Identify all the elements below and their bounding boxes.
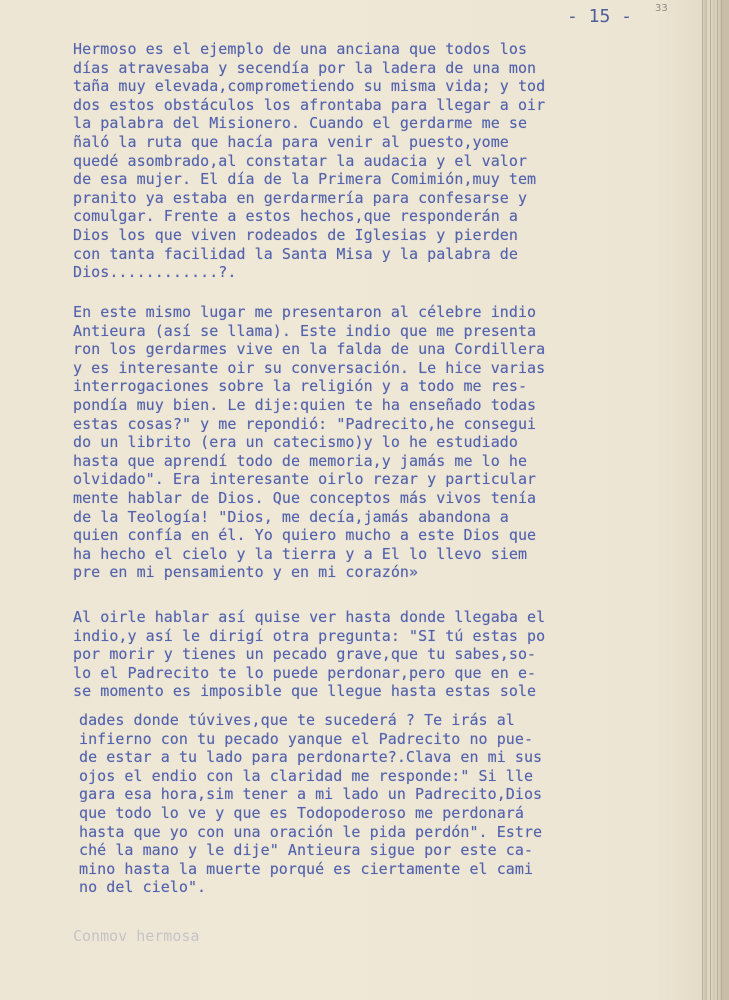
pencil-page-mark: 33 [655,3,668,14]
text-line: dos estos obstáculos los afrontaba para llegar a oir [73,95,546,114]
text-line: taña muy elevada,comprometiendo su misma vida; y tod [73,77,546,96]
text-line: hasta que yo con una oración le pida perdón". Estre [79,822,543,841]
text-line: interrogaciones sobre la religión y a todo me res- [73,377,528,396]
page-edge [721,0,729,1000]
page-number: - 15 - [567,6,633,27]
text-line: Antieura (así se llama). Este indio que me presenta [73,321,537,340]
paragraph-antieura [73,303,702,582]
text-line: Al oirle hablar así quise ver hasta donde llegaba el [73,608,546,626]
text-line: de estar a tu lado para perdonarte?.Clava en mi sus [79,748,543,767]
text-line: ron los gerdarmes vive en la falda de una Cordillera [73,340,546,359]
text-line: olvidado". Era interesante oirlo rezar y particular [73,470,537,489]
text-line: de esa mujer. El día de la Primera Comimión,muy tem [73,170,537,189]
text-line: que todo lo ve y que es Todopoderoso me perdonará [79,803,524,822]
text-line: quien confía en él. Yo quiero mucho a este Dios que [73,526,537,545]
text-line: ché la mano y le dije" Antieura sigue por este ca- [79,841,534,860]
text-line: se momento es imposible que llegue hasta estas sole [73,682,537,701]
text-line: gara esa hora,sim tener a mi lado un Padrecito,Dios [79,785,543,804]
text-line: mente hablar de Dios. Que conceptos más vivos tenía [73,488,537,507]
paragraph-respuesta [79,711,702,897]
text-line: ojos el endio con la claridad me responde:" Si lle [79,766,534,785]
text-line: Dios............?. [73,263,237,282]
page-edge [702,0,707,1000]
paragraph-anciana [73,40,702,282]
text-line: con tanta facilidad la Santa Misa y la palabra de [73,244,518,263]
text-line: Dios los que viven rodeados de Iglesias y pierden [73,225,518,244]
text-line: por morir y tienes un pecado grave,que tu sabes,so- [73,645,537,664]
text-line: quedé asombrado,al constatar la audacia y el valor [73,151,528,170]
text-line: comulgar. Frente a estos hechos,que responderán a [73,207,518,226]
text-line: ha hecho el cielo y la tierra y a El lo llevo siem [73,544,528,563]
text-line: En este mismo lugar me presentaron al célebre indio [73,303,537,321]
text-line: de la Teología! "Dios, me decía,jamás abandona a [73,507,509,526]
text-line: Hermoso es el ejemplo de una anciana que todos los [73,40,528,58]
text-line: no del cielo". [79,878,207,897]
paragraph-pregunta [73,608,702,701]
text-line: indio,y así le dirigí otra pregunta: "SI tú estas po [73,626,546,645]
text-line: la palabra del Misionero. Cuando el gerdarme me se [73,114,528,133]
text-line: pranito ya estaba en gerdarmería para confesarse y [73,188,528,207]
text-line: pondía muy bien. Le dije:quien te ha enseñado todas [73,395,537,414]
page-edge [710,0,715,1000]
text-line: días atravesaba y secendía por la ladera de una mon [73,58,537,77]
text-line: lo el Padrecito te lo puede perdonar,pero que en e- [73,663,537,682]
text-line: hasta que aprendí todo de memoria,y jamás me lo he [73,451,528,470]
text-line: ñaló la ruta que hacía para venir al puesto,yome [73,132,509,151]
faded-line: Conmov hermosa [73,927,200,945]
text-line: infierno con tu pecado yanque el Padrecito no pue- [79,729,534,748]
text-line: dades donde túvives,que te sucederá ? Te irás al [79,711,515,729]
text-line: y es interesante oir su conversación. Le hice varias [73,358,546,377]
text-line: pre en mi pensamiento y en mi corazón» [73,563,419,582]
text-line: do un librito (era un catecismo)y lo he estudiado [73,433,518,452]
text-line: estas cosas?" y me repondió: "Padrecito,he consegui [73,414,537,433]
text-line: mino hasta la muerte porqué es ciertamente el cami [79,859,534,878]
